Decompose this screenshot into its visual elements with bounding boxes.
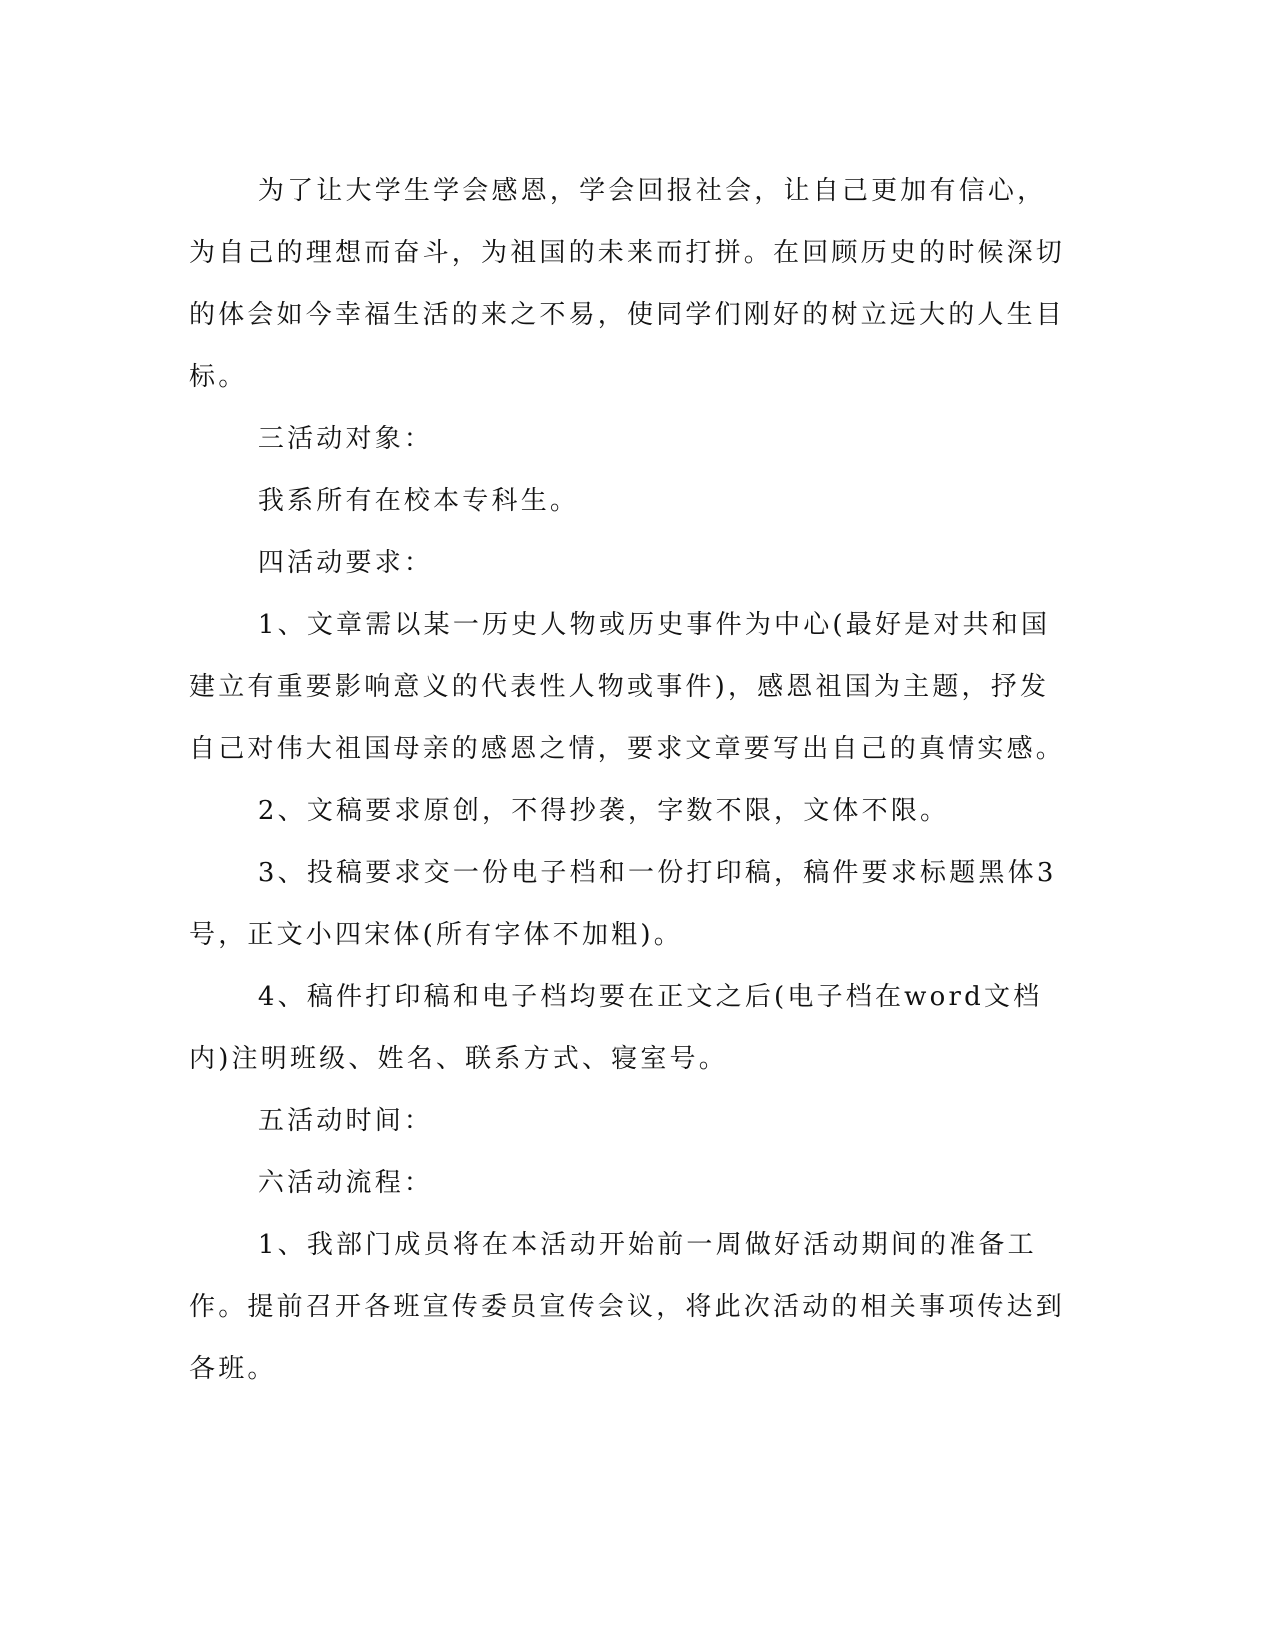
requirement-item: 3、投稿要求交一份电子档和一份打印稿，稿件要求标题黑体3号，正文小四宋体(所有字体不加粗)。 <box>189 858 1057 950</box>
requirement-item: 2、文稿要求原创，不得抄袭，字数不限，文体不限。 <box>257 796 950 826</box>
requirement-item: 4、稿件打印稿和电子档均要在正文之后(电子档在word文档内)注明班级、姓名、联系方式、寝室号。 <box>189 982 1043 1074</box>
section-heading-time: 五活动时间： <box>257 1106 434 1136</box>
process-item: 1、我部门成员将在本活动开始前一周做好活动期间的准备工作。提前召开各班宣传委员宣传会议，将此次活动的相关事项传达到各班。 <box>189 1230 1066 1384</box>
document-body <box>189 160 1069 1400</box>
requirement-item: 1、文章需以某一历史人物或历史事件为中心(最好是对共和国建立有重要影响意义的代表性人物或事件)，感恩祖国为主题，抒发自己对伟大祖国母亲的感恩之情，要求文章要写出自己的真情实感。 <box>189 610 1066 764</box>
section-heading-target: 三活动对象： <box>257 424 434 454</box>
section-heading-process: 六活动流程： <box>257 1168 434 1198</box>
paragraph-purpose: 为了让大学生学会感恩，学会回报社会，让自己更加有信心，为自己的理想而奋斗，为祖国的未来而打拼。在回顾历史的时候深切的体会如今幸福生活的来之不易，使同学们刚好的树立远大的人生目标。 <box>189 176 1066 392</box>
section-heading-requirements: 四活动要求： <box>257 548 434 578</box>
paragraph-target: 我系所有在校本专科生。 <box>257 486 580 516</box>
